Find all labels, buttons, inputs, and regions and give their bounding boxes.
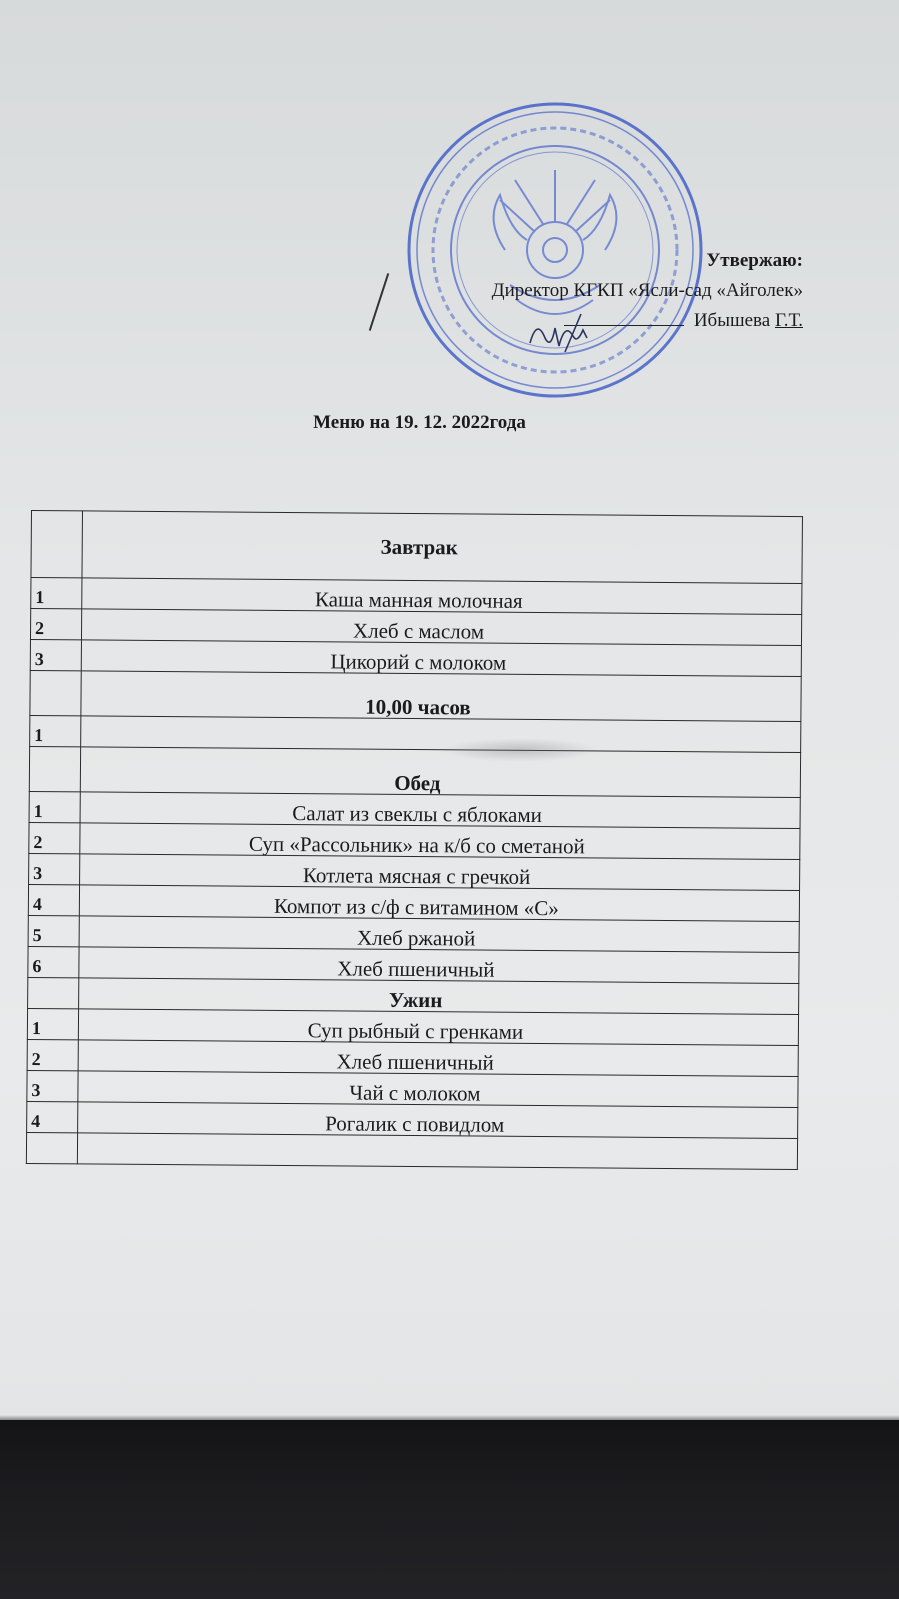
item-number: 1: [30, 715, 81, 746]
approval-position: Директор КГКП «Ясли-сад «Айголек»: [491, 280, 803, 301]
approval-title: Утвержаю:: [706, 250, 803, 271]
item-dish: Хлеб пшеничный: [79, 947, 799, 984]
item-dish: Салат из свеклы с яблоками: [80, 792, 800, 829]
item-number: 4: [28, 884, 79, 915]
dark-surface: [0, 1420, 899, 1599]
item-dish: Суп «Рассольник» на к/б со сметаной: [80, 823, 800, 860]
section-number-cell: [29, 746, 80, 791]
section-title: Завтрак: [82, 511, 803, 584]
empty-number-cell: [26, 1132, 77, 1163]
item-number: 6: [28, 946, 79, 977]
item-number: 2: [30, 609, 81, 640]
menu-table: [26, 510, 803, 1170]
item-number: 3: [29, 853, 80, 884]
section-number-cell: [30, 670, 81, 715]
ink-smudge: [440, 738, 600, 762]
item-dish: Рогалик с повидлом: [78, 1102, 798, 1139]
item-dish: Цикорий с молоком: [81, 640, 801, 677]
item-dish: Суп рыбный с гренками: [78, 1009, 798, 1046]
item-dish: Хлеб ржаной: [79, 916, 799, 953]
item-number: 4: [27, 1101, 78, 1132]
section-title: Обед: [80, 747, 800, 798]
section-header-row: [30, 670, 801, 721]
section-title: Ужин: [79, 978, 799, 1015]
section-number-cell: [28, 977, 79, 1008]
empty-row: [26, 1132, 797, 1169]
approver-name: Ибышева: [693, 310, 775, 331]
approver-initials: Г.Т.: [774, 310, 803, 331]
item-number: 2: [29, 822, 80, 853]
empty-dish-cell: [77, 1133, 797, 1170]
item-number: 5: [28, 915, 79, 946]
item-number: 1: [31, 578, 82, 609]
section-number-cell: [31, 511, 83, 578]
item-dish: Хлеб с маслом: [81, 609, 801, 646]
section-title: 10,00 часов: [81, 671, 801, 722]
handwritten-signature: [525, 308, 605, 358]
item-dish: Хлеб пшеничный: [78, 1040, 798, 1077]
menu-title: Меню на 19. 12. 2022года: [313, 412, 526, 433]
item-dish: Компот из с/ф с витамином «С»: [79, 885, 799, 922]
item-number: 1: [29, 791, 80, 822]
item-number: 3: [30, 639, 81, 670]
section-header-row: [31, 511, 803, 584]
menu-table-body: [26, 511, 802, 1170]
item-number: 1: [27, 1008, 78, 1039]
item-dish: Чай с молоком: [78, 1071, 798, 1108]
item-number: 2: [27, 1039, 78, 1070]
item-number: 3: [27, 1070, 78, 1101]
item-dish: Каша манная молочная: [82, 578, 802, 615]
item-dish: Котлета мясная с гречкой: [80, 854, 800, 891]
section-header-row: [29, 746, 800, 797]
